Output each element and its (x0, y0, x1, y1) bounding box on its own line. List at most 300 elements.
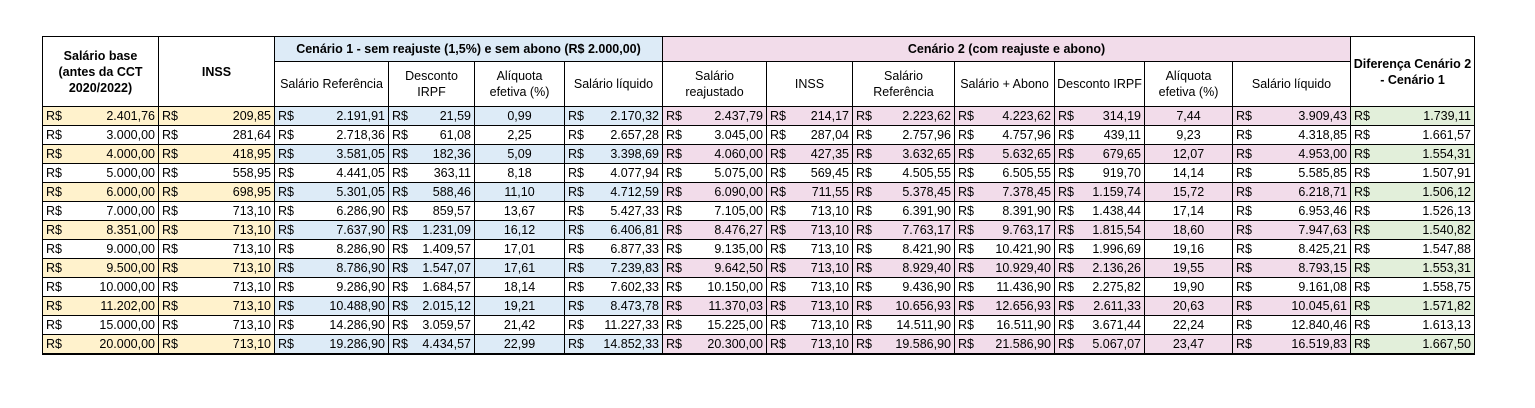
amount: 5.067,07 (1092, 337, 1141, 351)
currency-symbol: R$ (162, 299, 178, 313)
cell-c2-irpf (1055, 316, 1145, 335)
currency-symbol: R$ (958, 318, 974, 332)
amount: 1.554,31 (1422, 147, 1471, 161)
table-row (43, 335, 1475, 355)
amount: 8.421,90 (902, 242, 951, 256)
amount: 16.519,83 (1291, 337, 1347, 351)
cell-base (43, 107, 159, 126)
amount: 8.476,27 (714, 223, 763, 237)
cell-c1-ref (275, 126, 389, 145)
currency-symbol: R$ (1354, 318, 1370, 332)
amount: 8.793,15 (1298, 261, 1347, 275)
cell-base (43, 221, 159, 240)
cell-c1-aliq: 13,67 (475, 202, 565, 221)
currency-symbol: R$ (568, 318, 584, 332)
amount: 4.953,00 (1298, 147, 1347, 161)
currency-symbol: R$ (666, 109, 682, 123)
cell-c2-irpf (1055, 145, 1145, 164)
cell-base (43, 164, 159, 183)
currency-symbol: R$ (770, 318, 786, 332)
table-row (43, 164, 1475, 183)
currency-symbol: R$ (568, 166, 584, 180)
table-row (43, 183, 1475, 202)
amount: 7.000,00 (106, 204, 155, 218)
cell-inss (159, 240, 275, 259)
amount: 182,36 (432, 147, 471, 161)
currency-symbol: R$ (278, 280, 294, 294)
amount: 6.090,00 (714, 185, 763, 199)
currency-symbol: R$ (1236, 128, 1252, 142)
amount: 1.613,13 (1422, 318, 1471, 332)
currency-symbol: R$ (1354, 204, 1370, 218)
amount: 10.150,00 (707, 280, 763, 294)
currency-symbol: R$ (1354, 109, 1370, 123)
cell-inss (159, 259, 275, 278)
currency-symbol: R$ (1058, 242, 1074, 256)
cell-c1-aliq: 17,61 (475, 259, 565, 278)
amount: 713,10 (810, 204, 849, 218)
currency-symbol: R$ (392, 299, 408, 313)
cell-c2-abono (955, 221, 1055, 240)
header-c2-salario-referencia: Salário Referência (853, 62, 955, 107)
currency-symbol: R$ (1236, 185, 1252, 199)
cell-base (43, 259, 159, 278)
cell-c2-ref (853, 221, 955, 240)
amount: 5.075,00 (714, 166, 763, 180)
currency-symbol: R$ (46, 204, 62, 218)
currency-symbol: R$ (1058, 261, 1074, 275)
cell-c2-reaj (663, 240, 767, 259)
amount: 439,11 (1103, 128, 1141, 142)
cell-c2-inss (767, 107, 853, 126)
currency-symbol: R$ (666, 128, 682, 142)
currency-symbol: R$ (958, 261, 974, 275)
cell-c1-irpf (389, 107, 475, 126)
cell-base (43, 240, 159, 259)
header-c2-salario-abono: Salário + Abono (955, 62, 1055, 107)
amount: 209,85 (232, 109, 271, 123)
currency-symbol: R$ (46, 147, 62, 161)
cell-c2-ref (853, 202, 955, 221)
cell-c2-aliq: 15,72 (1145, 183, 1233, 202)
cell-dif (1351, 297, 1475, 316)
amount: 1.540,82 (1422, 223, 1471, 237)
currency-symbol: R$ (278, 147, 294, 161)
cell-c1-aliq: 16,12 (475, 221, 565, 240)
currency-symbol: R$ (392, 109, 408, 123)
currency-symbol: R$ (392, 185, 408, 199)
cell-c1-liq (565, 278, 663, 297)
currency-symbol: R$ (770, 147, 786, 161)
cell-c2-liq (1233, 316, 1351, 335)
cell-inss (159, 278, 275, 297)
amount: 9.500,00 (106, 261, 155, 275)
amount: 5.632,65 (1002, 147, 1051, 161)
cell-c1-ref (275, 316, 389, 335)
amount: 12.656,93 (995, 299, 1051, 313)
cell-base (43, 278, 159, 297)
amount: 2.223,62 (902, 109, 951, 123)
cell-c2-abono (955, 183, 1055, 202)
currency-symbol: R$ (568, 337, 584, 351)
currency-symbol: R$ (1354, 337, 1370, 351)
amount: 713,10 (810, 280, 849, 294)
currency-symbol: R$ (958, 147, 974, 161)
cell-c1-aliq: 17,01 (475, 240, 565, 259)
currency-symbol: R$ (568, 204, 584, 218)
cell-c2-inss (767, 240, 853, 259)
currency-symbol: R$ (1236, 261, 1252, 275)
currency-symbol: R$ (46, 280, 62, 294)
cell-dif (1351, 278, 1475, 297)
currency-symbol: R$ (1354, 223, 1370, 237)
header-c1-aliquota: Alíquota efetiva (%) (475, 62, 565, 107)
cell-c1-ref (275, 278, 389, 297)
cell-c2-abono (955, 259, 1055, 278)
cell-c1-ref (275, 335, 389, 355)
header-c2-aliquota: Alíquota efetiva (%) (1145, 62, 1233, 107)
amount: 713,10 (810, 337, 849, 351)
cell-c2-reaj (663, 221, 767, 240)
currency-symbol: R$ (1236, 280, 1252, 294)
cell-c2-abono (955, 145, 1055, 164)
amount: 20.300,00 (707, 337, 763, 351)
cell-inss (159, 107, 275, 126)
cell-c2-reaj (663, 278, 767, 297)
cell-c2-aliq: 17,14 (1145, 202, 1233, 221)
cell-c2-irpf (1055, 164, 1145, 183)
currency-symbol: R$ (856, 223, 872, 237)
cell-c2-irpf (1055, 202, 1145, 221)
amount: 4.000,00 (106, 147, 155, 161)
amount: 4.318,85 (1298, 128, 1347, 142)
cell-c2-ref (853, 145, 955, 164)
amount: 698,95 (232, 185, 271, 199)
amount: 1.667,50 (1422, 337, 1471, 351)
currency-symbol: R$ (1236, 299, 1252, 313)
currency-symbol: R$ (958, 280, 974, 294)
cell-c1-irpf (389, 297, 475, 316)
currency-symbol: R$ (1236, 147, 1252, 161)
currency-symbol: R$ (1354, 261, 1370, 275)
currency-symbol: R$ (568, 185, 584, 199)
amount: 713,10 (232, 223, 271, 237)
currency-symbol: R$ (1354, 280, 1370, 294)
amount: 9.763,17 (1002, 223, 1051, 237)
amount: 5.585,85 (1298, 166, 1347, 180)
currency-symbol: R$ (770, 109, 786, 123)
cell-dif (1351, 202, 1475, 221)
cell-c1-ref (275, 145, 389, 164)
currency-symbol: R$ (46, 299, 62, 313)
cell-dif (1351, 240, 1475, 259)
currency-symbol: R$ (278, 128, 294, 142)
cell-c2-aliq: 12,07 (1145, 145, 1233, 164)
currency-symbol: R$ (856, 147, 872, 161)
cell-dif (1351, 107, 1475, 126)
cell-c1-aliq: 19,21 (475, 297, 565, 316)
currency-symbol: R$ (278, 261, 294, 275)
amount: 6.218,71 (1298, 185, 1347, 199)
cell-c1-liq (565, 221, 663, 240)
amount: 4.505,55 (902, 166, 951, 180)
currency-symbol: R$ (1058, 185, 1074, 199)
amount: 10.929,40 (995, 261, 1051, 275)
cell-c2-aliq: 20,63 (1145, 297, 1233, 316)
amount: 2.401,76 (106, 109, 155, 123)
amount: 919,70 (1102, 166, 1141, 180)
amount: 9.642,50 (714, 261, 763, 275)
currency-symbol: R$ (278, 109, 294, 123)
amount: 6.286,90 (336, 204, 385, 218)
currency-symbol: R$ (856, 204, 872, 218)
amount: 7.763,17 (902, 223, 951, 237)
currency-symbol: R$ (278, 299, 294, 313)
cell-c1-irpf (389, 164, 475, 183)
cell-c2-liq (1233, 240, 1351, 259)
amount: 12.840,46 (1291, 318, 1347, 332)
cell-c2-aliq: 19,16 (1145, 240, 1233, 259)
cell-inss (159, 297, 275, 316)
amount: 6.000,00 (106, 185, 155, 199)
currency-symbol: R$ (958, 109, 974, 123)
cell-base (43, 316, 159, 335)
cell-dif (1351, 183, 1475, 202)
amount: 14.852,33 (603, 337, 659, 351)
cell-c1-liq (565, 240, 663, 259)
amount: 15.000,00 (99, 318, 155, 332)
table-row (43, 297, 1475, 316)
currency-symbol: R$ (568, 147, 584, 161)
cell-c2-inss (767, 145, 853, 164)
cell-c2-liq (1233, 221, 1351, 240)
cell-dif (1351, 145, 1475, 164)
amount: 15.225,00 (707, 318, 763, 332)
currency-symbol: R$ (856, 242, 872, 256)
cell-c2-reaj (663, 335, 767, 355)
amount: 427,35 (810, 147, 849, 161)
currency-symbol: R$ (162, 223, 178, 237)
cell-c1-irpf (389, 335, 475, 355)
amount: 1.409,57 (422, 242, 471, 256)
amount: 1.553,31 (1422, 261, 1471, 275)
cell-c1-irpf (389, 259, 475, 278)
cell-base (43, 145, 159, 164)
cell-c1-ref (275, 259, 389, 278)
cell-c2-inss (767, 183, 853, 202)
table-body (43, 107, 1475, 355)
cell-c1-liq (565, 202, 663, 221)
currency-symbol: R$ (162, 204, 178, 218)
currency-symbol: R$ (162, 242, 178, 256)
currency-symbol: R$ (770, 166, 786, 180)
cell-inss (159, 126, 275, 145)
table-row (43, 202, 1475, 221)
amount: 418,95 (232, 147, 271, 161)
amount: 10.488,90 (329, 299, 385, 313)
amount: 21.586,90 (995, 337, 1051, 351)
currency-symbol: R$ (958, 299, 974, 313)
amount: 5.427,33 (610, 204, 659, 218)
currency-symbol: R$ (162, 166, 178, 180)
currency-symbol: R$ (1354, 242, 1370, 256)
cell-c1-irpf (389, 278, 475, 297)
amount: 314,19 (1102, 109, 1141, 123)
currency-symbol: R$ (770, 223, 786, 237)
currency-symbol: R$ (1354, 147, 1370, 161)
amount: 9.135,00 (714, 242, 763, 256)
amount: 4.434,57 (422, 337, 471, 351)
amount: 1.571,82 (1422, 299, 1471, 313)
currency-symbol: R$ (856, 261, 872, 275)
table-row (43, 240, 1475, 259)
cell-c2-aliq: 14,14 (1145, 164, 1233, 183)
cell-c2-irpf (1055, 297, 1145, 316)
cell-c1-liq (565, 145, 663, 164)
currency-symbol: R$ (46, 318, 62, 332)
amount: 2.657,28 (610, 128, 659, 142)
currency-symbol: R$ (46, 185, 62, 199)
table-row (43, 107, 1475, 126)
currency-symbol: R$ (568, 261, 584, 275)
currency-symbol: R$ (856, 299, 872, 313)
currency-symbol: R$ (278, 242, 294, 256)
amount: 1.661,57 (1422, 128, 1471, 142)
header-diferenca: Diferença Cenário 2 - Cenário 1 (1351, 37, 1475, 107)
currency-symbol: R$ (392, 166, 408, 180)
cell-c2-abono (955, 278, 1055, 297)
amount: 4.223,62 (1002, 109, 1051, 123)
amount: 713,10 (232, 261, 271, 275)
currency-symbol: R$ (568, 223, 584, 237)
cell-c1-aliq: 0,99 (475, 107, 565, 126)
currency-symbol: R$ (392, 147, 408, 161)
cell-c1-liq (565, 335, 663, 355)
cell-c2-liq (1233, 145, 1351, 164)
currency-symbol: R$ (46, 261, 62, 275)
amount: 713,10 (810, 242, 849, 256)
currency-symbol: R$ (1236, 204, 1252, 218)
amount: 3.045,00 (714, 128, 763, 142)
amount: 5.000,00 (106, 166, 155, 180)
cell-c1-aliq: 5,09 (475, 145, 565, 164)
currency-symbol: R$ (770, 280, 786, 294)
amount: 363,11 (433, 166, 471, 180)
amount: 713,10 (810, 261, 849, 275)
currency-symbol: R$ (958, 242, 974, 256)
amount: 19.586,90 (895, 337, 951, 351)
cell-c2-ref (853, 297, 955, 316)
cell-c1-aliq: 21,42 (475, 316, 565, 335)
amount: 588,46 (432, 185, 471, 199)
cell-c1-aliq: 11,10 (475, 183, 565, 202)
currency-symbol: R$ (162, 147, 178, 161)
cell-c1-irpf (389, 221, 475, 240)
currency-symbol: R$ (856, 337, 872, 351)
cell-c1-aliq: 2,25 (475, 126, 565, 145)
cell-inss (159, 316, 275, 335)
currency-symbol: R$ (1058, 280, 1074, 294)
amount: 2.611,33 (1093, 299, 1141, 313)
currency-symbol: R$ (392, 242, 408, 256)
cell-c2-irpf (1055, 126, 1145, 145)
header-c1-salario-referencia: Salário Referência (275, 62, 389, 107)
cell-c1-ref (275, 202, 389, 221)
currency-symbol: R$ (666, 337, 682, 351)
cell-c2-abono (955, 240, 1055, 259)
amount: 713,10 (232, 318, 271, 332)
amount: 2.718,36 (336, 128, 385, 142)
cell-c2-abono (955, 335, 1055, 355)
currency-symbol: R$ (958, 223, 974, 237)
cell-c1-liq (565, 259, 663, 278)
cell-c2-ref (853, 278, 955, 297)
currency-symbol: R$ (856, 109, 872, 123)
currency-symbol: R$ (1058, 128, 1074, 142)
cell-c1-irpf (389, 240, 475, 259)
header-c2-desconto-irpf: Desconto IRPF (1055, 62, 1145, 107)
currency-symbol: R$ (1058, 147, 1074, 161)
salary-comparison-table (42, 36, 1475, 355)
currency-symbol: R$ (666, 299, 682, 313)
amount: 1.684,57 (422, 280, 471, 294)
amount: 61,08 (439, 128, 471, 142)
currency-symbol: R$ (278, 223, 294, 237)
currency-symbol: R$ (958, 128, 974, 142)
cell-c2-inss (767, 259, 853, 278)
cell-dif (1351, 335, 1475, 355)
currency-symbol: R$ (46, 166, 62, 180)
cell-c1-irpf (389, 126, 475, 145)
cell-c1-ref (275, 164, 389, 183)
cell-c2-reaj (663, 297, 767, 316)
currency-symbol: R$ (278, 185, 294, 199)
currency-symbol: R$ (1236, 166, 1252, 180)
cell-c2-abono (955, 126, 1055, 145)
amount: 1.507,91 (1422, 166, 1471, 180)
table-row (43, 145, 1475, 164)
currency-symbol: R$ (162, 185, 178, 199)
cell-c1-liq (565, 107, 663, 126)
amount: 281,64 (232, 128, 271, 142)
currency-symbol: R$ (666, 318, 682, 332)
cell-c2-ref (853, 107, 955, 126)
currency-symbol: R$ (1058, 337, 1074, 351)
currency-symbol: R$ (1058, 166, 1074, 180)
cell-c2-inss (767, 202, 853, 221)
amount: 214,17 (810, 109, 849, 123)
cell-c2-reaj (663, 202, 767, 221)
amount: 9.000,00 (106, 242, 155, 256)
amount: 3.671,44 (1092, 318, 1141, 332)
cell-c1-ref (275, 240, 389, 259)
cell-c2-liq (1233, 164, 1351, 183)
currency-symbol: R$ (1354, 185, 1370, 199)
header-cenario-1: Cenário 1 - sem reajuste (1,5%) e sem abono (R$ 2.000,00) (275, 37, 663, 62)
cell-c1-ref (275, 221, 389, 240)
amount: 1.506,12 (1422, 185, 1471, 199)
currency-symbol: R$ (856, 318, 872, 332)
cell-c2-aliq: 9,23 (1145, 126, 1233, 145)
currency-symbol: R$ (1354, 299, 1370, 313)
amount: 713,10 (232, 337, 271, 351)
currency-symbol: R$ (1236, 337, 1252, 351)
cell-c2-abono (955, 202, 1055, 221)
amount: 14.286,90 (329, 318, 385, 332)
currency-symbol: R$ (666, 166, 682, 180)
cell-c2-inss (767, 278, 853, 297)
header-c1-salario-liquido: Salário líquido (565, 62, 663, 107)
